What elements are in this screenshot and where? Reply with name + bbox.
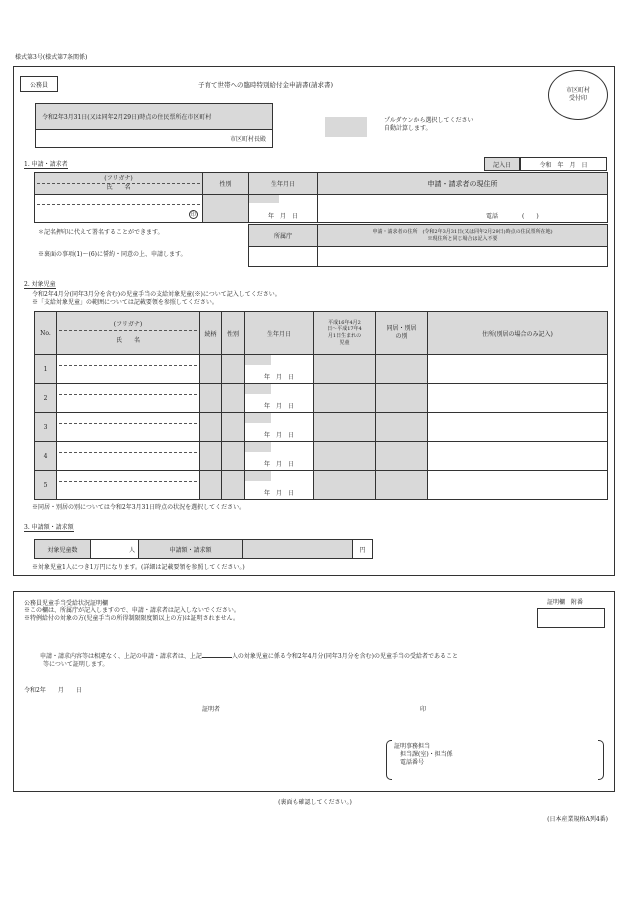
contact-line2: 担当課(室)・担当係 [400,751,453,759]
sex-select[interactable] [222,413,245,442]
table-row: 5 年 月 日 [35,471,608,500]
relation-select[interactable] [200,471,222,500]
current-address-input[interactable] [318,195,608,223]
cert-number-input[interactable] [537,608,605,628]
office-table [248,224,607,267]
sign-note: ＊記名押印に代えて署名することができます。 [38,229,164,236]
relation-select[interactable] [200,355,222,384]
amount-table [34,539,372,559]
applicant-table [34,172,607,223]
table-row: 3 年 月 日 [35,413,608,442]
form-title: 子育て世帯への臨時特別給付金申請書(請求書) [198,81,334,89]
born-range-select[interactable] [314,471,376,500]
relation-select[interactable] [200,413,222,442]
child-name-input[interactable] [57,442,200,471]
amount-label: 申請額・請求額 [139,540,243,559]
dob-input[interactable]: 年 月 日 [249,195,318,223]
sex-select[interactable] [222,442,245,471]
sex-select[interactable] [222,471,245,500]
col-no: No. [35,312,57,355]
child-name-input[interactable] [57,384,200,413]
born-range-select[interactable] [314,355,376,384]
child-name-input[interactable] [57,355,200,384]
contact-line3: 電話番号 [400,759,425,767]
cert-body: 申請・請求内容等は相違なく、上記の申請・請求者は、上記 人の対象児童に係る令和2年4月分(同年3月分を含む)の児童手当の受給者であること 等について証明します。 [40,653,459,669]
stamp-line2: 受付印 [568,95,587,102]
cert-notes: ※この欄は、所属庁が記入しますので、申請・請求者は記入しないでください。 ※特例給付の対象の方(児童手当の所得制限限度額以上の方)は証明されません。 [24,607,240,623]
children-table [34,311,607,500]
col-name: (フリガナ) 氏 名 [57,312,200,355]
cohabit-select[interactable] [376,471,428,500]
registered-address-input[interactable] [318,247,608,267]
relation-select[interactable] [200,384,222,413]
back-note: (裏面も確認してください。) [278,799,352,806]
cohabit-select[interactable] [376,355,428,384]
child-name-input[interactable] [57,471,200,500]
count-label: 対象児童数 [35,540,91,559]
oath-note: ※裏面の事項(1)～(6)に誓約・同意の上、申請します。 [38,251,187,258]
section2-footnote: ※同居・別居の別については令和2年3月31日時点の状況を選択してください。 [32,504,246,511]
residence-line: 令和2年3月31日(又は同年2月29日)時点の住民票所在市区町村 [36,104,272,130]
sex-select[interactable] [222,384,245,413]
civil-servant-badge: 公務員 [20,76,58,92]
cert-date: 令和2年 月 日 [24,687,82,694]
auto-calc-note: 自動計算します。 [384,125,432,133]
dob-header: 生年月日 [249,173,318,195]
child-address-input[interactable] [428,442,608,471]
cert-count-blank[interactable] [202,651,232,658]
sex-select[interactable] [203,195,249,223]
count-input[interactable]: 人 [91,540,139,559]
applicant-name-input[interactable] [35,195,203,223]
phone-label: 電話 ( ) [486,213,539,220]
child-address-input[interactable] [428,471,608,500]
born-range-select[interactable] [314,413,376,442]
cert-seal: 印 [420,706,427,713]
sex-header: 性別 [203,173,249,195]
cert-contact-box [386,740,604,780]
table-row: 4 年 月 日 [35,442,608,471]
col-relation: 続柄 [200,312,222,355]
legend-notes [384,117,474,133]
col-cohabit: 同居・別居 の別 [376,312,428,355]
mayor-address: 市区町村長殿 [229,136,266,143]
amount-unit: 円 [353,540,373,559]
dob-input[interactable]: 年 月 日 [245,413,314,442]
cohabit-select[interactable] [376,442,428,471]
born-range-select[interactable] [314,384,376,413]
cert-title: 公務員児童手当受給状況証明欄 [24,600,109,607]
cert-box-label: 証明欄 附番 [547,599,584,606]
sex-select[interactable] [222,355,245,384]
stamp-line1: 市区町村 [565,86,590,94]
section2-heading: 2. 対象児童 [24,281,56,288]
child-name-input[interactable] [57,413,200,442]
child-address-input[interactable] [428,384,608,413]
child-address-input[interactable] [428,413,608,442]
form-number: 様式第3号(様式第7条関係) [15,54,88,61]
entry-date-value: 令和 年 月 日 [520,157,607,171]
cohabit-select[interactable] [376,413,428,442]
born-range-select[interactable] [314,442,376,471]
section3-heading: 3. 申請額・請求額 [24,524,74,531]
dob-input[interactable]: 年 月 日 [245,471,314,500]
dob-input[interactable]: 年 月 日 [245,355,314,384]
table-row: 2 年 月 日 [35,384,608,413]
section3-note: ※対象児童1人につき1万円になります。(詳細は記載要領を参照してください。) [32,564,245,571]
paper-standard: (日本産業規格A列4番) [547,816,608,823]
address-header: 申請・請求者の住所 (令和2年3月31日(又は同年2月29日)時点の住民票所在地) ※現住所と同じ場合は記入不要 [318,225,608,247]
pulldown-note: プルダウンから選択してください [384,117,474,124]
seal-mark: 印 [190,212,196,218]
certifier-label: 証明者 [202,706,221,713]
cohabit-select[interactable] [376,384,428,413]
municipality-box [35,103,273,148]
section1-heading: 1. 申請・請求者 [24,161,68,168]
col-address: 住所(別居の場合のみ記入) [428,312,608,355]
contact-line1: 証明事務担当 [394,743,431,750]
dob-input[interactable]: 年 月 日 [245,442,314,471]
applicant-name-header: (フリガナ) 氏 名 [35,173,203,195]
legend-shade-swatch [325,117,367,137]
entry-date-label: 記入日 [484,157,520,171]
col-sex: 性別 [222,312,245,355]
dob-input[interactable]: 年 月 日 [245,384,314,413]
reception-stamp [548,70,608,120]
table-row: 1 年 月 日 [35,355,608,384]
amount-value [243,540,353,559]
office-header: 所属庁 [249,225,318,247]
office-input[interactable] [249,247,318,267]
col-born: 平成16年4月2 日～平成17年4 月1日生まれの 児童 [314,312,376,355]
relation-select[interactable] [200,442,222,471]
section2-intro: 令和2年4月分(同年3月分を含む)の児童手当の支給対象児童(※)について記入してください。 ※「支給対象児童」の範囲については記載要領を参照してください。 [32,291,281,307]
col-dob: 生年月日 [245,312,314,355]
child-address-input[interactable] [428,355,608,384]
current-address-header: 申請・請求者の現住所 [318,173,608,195]
